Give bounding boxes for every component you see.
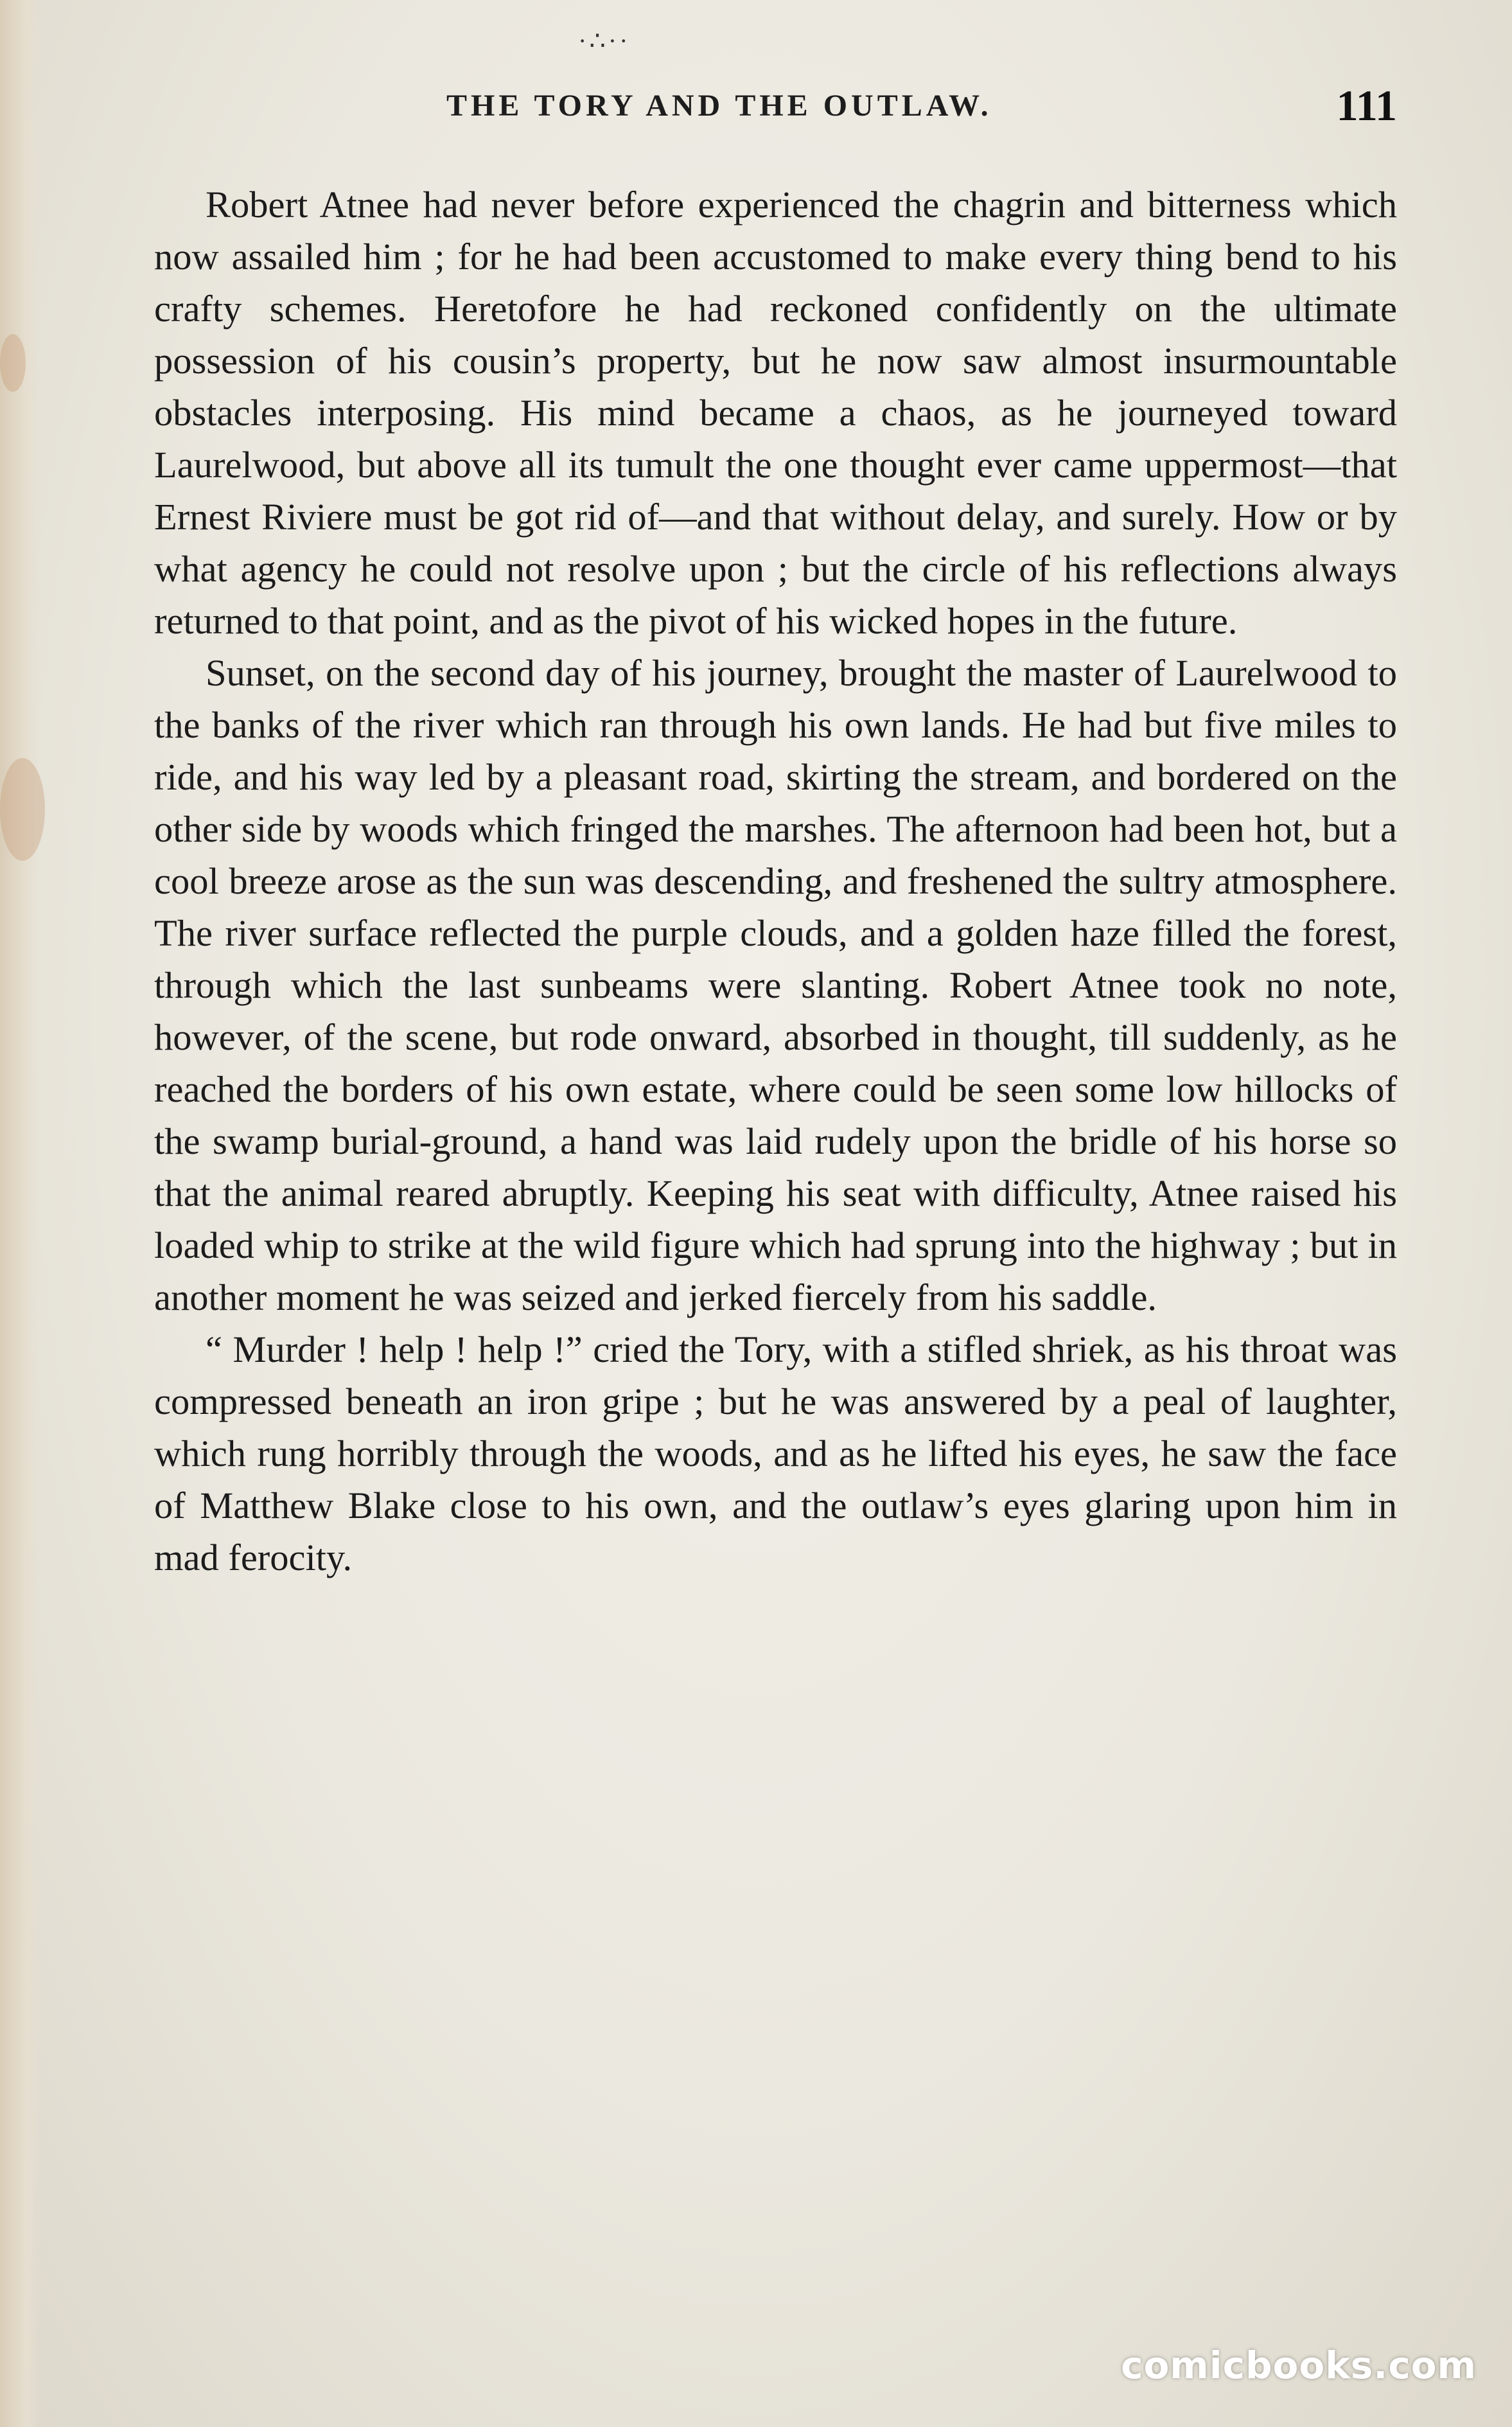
paragraph: Sunset, on the second day of his journey, brought the master of Laurelwood to the banks of the river which ran through his own lands. He had but five miles to ride, and his way led by a pleasant road, skirting the stream, and bordered on the other side by woods which fringed the marshes. The afternoon had been hot, but a cool breeze arose as the sun was descending, and freshened the sultry atmosphere. The river surface reflected the purple clouds, and a golden haze filled the forest, through which the last sunbeams were slanting. Robert Atnee took no note, however, of the scene, but rode onward, absorbed in thought, till suddenly, as he reached the borders of his own estate, where could be seen some low hillocks of the swamp burial-ground, a hand was laid rudely upon the bridle of his horse so that the animal reared abruptly. Keeping his seat with difficulty, Atnee raised his loaded whip to strike at the wild figure which had sprung into the highway ; but in another moment he was seized and jerked fiercely from his saddle. <box>154 652 1397 1318</box>
page-stain <box>0 334 26 392</box>
paragraph: Robert Atnee had never before experienced the chagrin and bitterness which now assailed him ; for he had been accustomed to make every thing bend to his crafty schemes. Heretofore he had reckoned confidently on the ultimate possession of his cousin’s property, but he now saw almost insurmountable obstacles interposing. His mind became a chaos, as he journeyed toward Laurelwood, but above all its tumult the one thought ever came uppermost—that Ernest Riviere must be got rid of—and that without delay, and surely. How or by what agency he could not resolve upon ; but the circle of his reflections always returned to that point, and as the pivot of his wicked hopes in the future. <box>154 184 1397 642</box>
header-ornament: ·∴·· <box>578 26 631 55</box>
body-text <box>154 179 1397 1584</box>
page-number: 111 <box>1336 81 1397 130</box>
page-stain <box>0 758 45 861</box>
site-watermark: comicbooks.com <box>1121 2343 1477 2387</box>
running-title: THE TORY AND THE OUTLAW. <box>446 89 992 123</box>
paragraph: “ Murder ! help ! help !” cried the Tory, with a stifled shriek, as his throat was compressed beneath an iron gripe ; but he was answered by a peal of laughter, which rung horribly through the woods, and as he lifted his eyes, he saw the face of Matthew Blake close to his own, and the outlaw’s eyes glaring upon him in mad ferocity. <box>154 1328 1397 1578</box>
running-head <box>154 80 1397 132</box>
